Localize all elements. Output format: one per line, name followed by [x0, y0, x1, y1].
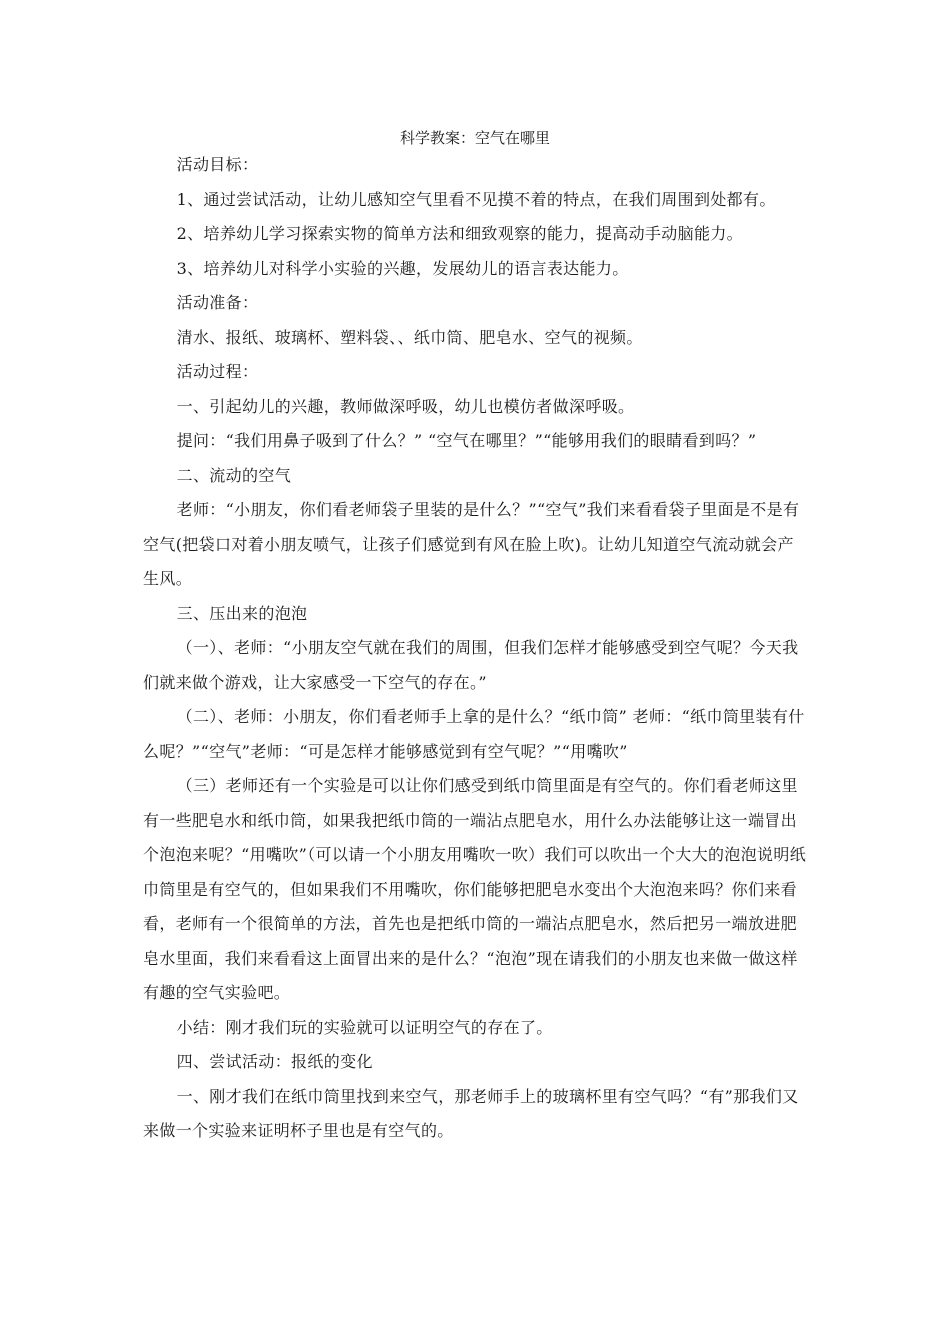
section-heading-preparation: 活动准备：: [176, 293, 259, 312]
process-paragraph: （二）、老师：小朋友，你们看老师手上拿的是什么？“纸巾筒” 老师：“纸巾筒里装有什么呢？”“空气”老师：“可是怎样才能够感觉到有空气呢？”“用嘴吹”: [143, 707, 805, 761]
process-paragraph: 老师：“小朋友，你们看老师袋子里装的是什么？”“空气”我们来看看袋子里面是不是有空气(把袋口对着小朋友喷气，让孩子们感觉到有风在脸上吹)。让幼儿知道空气流动就会产生风。: [143, 500, 800, 588]
objective-item: 1、通过尝试活动，让幼儿感知空气里看不见摸不着的特点，在我们周围到处都有。: [176, 189, 776, 209]
process-step: 二、流动的空气: [176, 465, 292, 485]
summary-paragraph: 小结：刚才我们玩的实验就可以证明空气的存在了。: [176, 1017, 553, 1037]
document-title: 科学教案：空气在哪里: [399, 129, 550, 147]
process-step: 三、压出来的泡泡: [176, 603, 308, 623]
process-step: 四、尝试活动：报纸的变化: [176, 1052, 373, 1071]
section-heading-process: 活动过程：: [176, 362, 259, 381]
process-paragraph: 一、刚才我们在纸巾筒里找到来空气，那老师手上的玻璃杯里有空气吗？“有”那我们又来做一个实验来证明杯子里也是有空气的。: [143, 1086, 799, 1140]
section-heading-objectives: 活动目标：: [176, 155, 259, 174]
objective-item: 2、培养幼儿学习探索实物的简单方法和细致观察的能力，提高动手动脑能力。: [176, 224, 744, 243]
process-step: 一、引起幼儿的兴趣，教师做深呼吸，幼儿也模仿者做深呼吸。: [176, 396, 635, 416]
document-body: [143, 148, 807, 1149]
process-paragraph: （三）老师还有一个实验是可以让你们感受到纸巾筒里面是有空气的。你们看老师这里有一些肥皂水和纸巾筒，如果我把纸巾筒的一端沾点肥皂水，用什么办法能够让这一端冒出个泡泡来呢？“用嘴吹”（可以请一个小朋友用嘴吹一吹）我们可以吹出一个大大的泡泡说明纸巾筒里是有空气的，但如果我们不用嘴吹，你们能够把肥皂水变出个大泡泡来吗？你们来看看，老师有一个很简单的方法，首先也是把纸巾筒的一端沾点肥皂水，然后把另一端放进肥皂水里面，我们来看看这上面冒出来的是什么？“泡泡”现在请我们的小朋友也来做一做这样有趣的空气实验吧。: [143, 776, 807, 1002]
process-paragraph: 提问：“我们用鼻子吸到了什么？” “空气在哪里？”“能够用我们的眼睛看到吗？”: [176, 431, 757, 450]
process-paragraph: （一）、老师：“小朋友空气就在我们的周围，但我们怎样才能够感受到空气呢？今天我们就来做个游戏，让大家感受一下空气的存在。”: [143, 638, 799, 692]
preparation-materials: 清水、报纸、玻璃杯、塑料袋、、纸巾筒、肥皂水、空气的视频。: [176, 327, 643, 347]
objective-item: 3、培养幼儿对科学小实验的兴趣，发展幼儿的语言表达能力。: [176, 258, 629, 278]
